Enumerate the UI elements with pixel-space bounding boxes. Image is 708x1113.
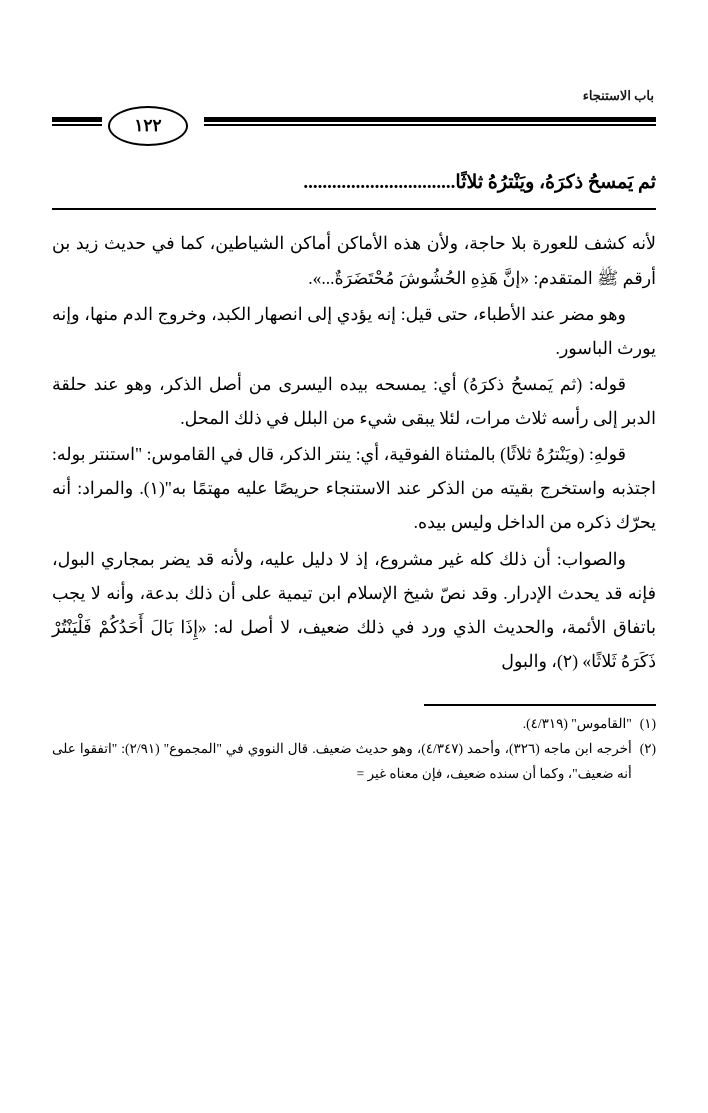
chapter-title: باب الاستنجاء <box>582 88 654 103</box>
paragraph: لأنه كشف للعورة بلا حاجة، ولأن هذه الأماكن أماكن الشياطين، كما في حديث زيد بن أرقم ﷺ المتقدم: «إنَّ هَذِهِ الحُشُوشَ مُحْتَضَرَةٌ...». <box>52 233 656 288</box>
paragraph: قولهِ: (ويَنْترُهُ ثلاثًا) بالمثناة الفوقية، أي: ينتر الذكر، قال في القاموس: "استنتر بوله: اجتذبه واستخرج بقيته من الذكر عند الاستنجاء حريصًا عليه مهتمًا به"(١). والمراد: أنه يحرّك ذكره من الداخل وليس بيده. <box>52 444 656 533</box>
matn-dots: ................................ <box>303 172 456 193</box>
body-text <box>52 226 656 678</box>
footnote-text: "القاموس" (٤/٣١٩). <box>522 715 632 731</box>
page-number: ١٢٢ <box>108 106 188 146</box>
footnote-separator <box>424 704 656 706</box>
matn-text: ثم يَمسحُ ذكرَهُ، ويَنْترُهُ ثلاثًا <box>455 172 656 193</box>
matn-divider <box>52 208 656 210</box>
header-rule-left-thin <box>52 124 102 126</box>
footnote-item <box>52 712 656 737</box>
matn-heading <box>52 168 656 198</box>
paragraph: والصواب: أن ذلك كله غير مشروع، إذ لا دليل عليه، ولأنه قد يضر بمجاري البول، فإنه قد يحدث الإدرار. وقد نصّ شيخ الإسلام ابن تيمية على أن ذلك بدعة، وأنه لا يجب باتفاق الأئمة، والحديث الذي ورد في ذلك ضعيف، لا أصل له: «إِذَا بَالَ أَحَدُكُمْ فَلْيَنْتُرْ ذَكَرَهُ ثَلاثًا» (٢)، والبول <box>52 548 656 671</box>
footnote-text: أخرجه ابن ماجه (٣٢٦)، وأحمد (٤/٣٤٧)، وهو حديث ضعيف. قال النووي في "المجموع" (٢/٩١): "اتفقوا على أنه ضعيف"، وكما أن سنده ضعيف، فإن معناه غير = <box>52 741 632 782</box>
footnote-marker: (١) <box>639 715 656 731</box>
paragraph: قوله: (ثم يَمسحُ ذكرَهُ) أي: يمسحه بيده اليسرى من أصل الذكر، وهو عند حلقة الدبر إلى رأسه ثلاث مرات، لئلا يبقى شيء من البلل في ذلك المحل. <box>52 373 656 429</box>
footnote-item <box>52 737 656 787</box>
header-rule-right-thin <box>204 124 656 126</box>
header-rule-left-thick <box>52 117 102 122</box>
header-rule-right-thick <box>204 117 656 122</box>
footnotes <box>52 712 656 788</box>
page-header <box>52 70 656 142</box>
footnote-marker: (٢) <box>639 741 656 757</box>
header-rules <box>52 112 656 134</box>
paragraph: وهو مضر عند الأطباء، حتى قيل: إنه يؤدي إلى انصهار الكبد، وخروج الدم منها، وإنه يورث الباسور. <box>52 303 656 358</box>
